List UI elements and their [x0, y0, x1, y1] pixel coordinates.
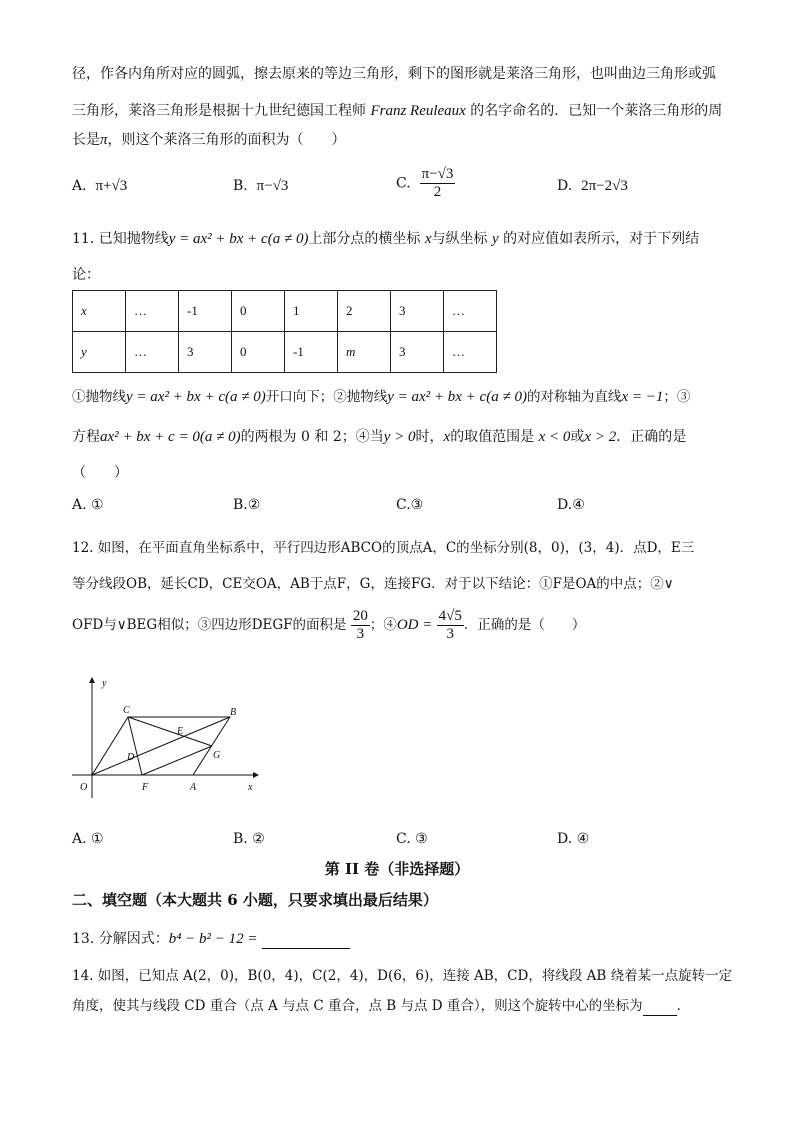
- q10-option-c-fraction: [420, 166, 456, 201]
- q11-line-2: 论：: [72, 267, 100, 283]
- table-cell: …: [126, 291, 179, 332]
- table-cell: 3: [179, 332, 232, 373]
- q11-y-var: y: [492, 231, 499, 247]
- q12-od-label: OD =: [396, 617, 433, 633]
- q11-option-c[interactable]: [396, 495, 423, 515]
- q11-text-c: 与纵坐标: [431, 231, 488, 247]
- q11-s2-b: 的两根为 0 和 2；④当: [240, 429, 384, 445]
- q11-option-b-text: ②: [247, 497, 261, 513]
- q10-option-c-numerator: π−√3: [421, 166, 454, 182]
- q11-s2-e: ．正确的是: [616, 429, 687, 445]
- q11-x-var-2: x: [443, 429, 451, 445]
- q11-table-row-x: [73, 291, 497, 332]
- q10-option-a[interactable]: [72, 176, 127, 196]
- q11-or: 或: [570, 429, 585, 445]
- table-cell: y: [73, 332, 126, 373]
- q12-option-b-label: B.: [233, 831, 248, 847]
- q12-option-d-label: D.: [557, 831, 573, 847]
- q13-text: 13. 分解因式：: [72, 931, 169, 947]
- q11-option-a[interactable]: [72, 495, 104, 515]
- q10-option-a-label: A.: [72, 178, 87, 194]
- q10-option-b[interactable]: [233, 176, 288, 196]
- q10-option-c-label: C.: [396, 175, 411, 192]
- q12-line-3: [72, 603, 585, 647]
- q10-line-3: [72, 130, 346, 150]
- q11-text-d: 的对应值如表所示，对于下列结: [503, 231, 700, 247]
- q12-l3-a: OFD与∨BEG相似；③四边形DEGF的面积是: [72, 617, 347, 633]
- q11-statements-1: [72, 387, 690, 407]
- q10-engineer-name: Franz Reuleaux: [370, 103, 466, 119]
- table-cell: -1: [285, 332, 338, 373]
- table-cell: 3: [391, 332, 444, 373]
- q10-option-d-expr: 2π−2√3: [581, 178, 628, 194]
- segment-fg: [142, 746, 212, 775]
- label-c: C: [123, 705, 130, 716]
- q12-option-b[interactable]: [233, 829, 265, 849]
- table-cell: -1: [179, 291, 232, 332]
- section-2-heading: 二、填空题（本大题共 6 小题，只要求填出最后结果）: [72, 891, 438, 909]
- q12-option-c-label: C.: [396, 831, 411, 847]
- q10-line-2: [72, 101, 722, 121]
- q11-s1-c: 的对称轴为直线: [526, 389, 622, 405]
- diagonal-ob: [92, 717, 230, 775]
- table-cell: 1: [285, 291, 338, 332]
- q11-option-c-text: ③: [410, 497, 424, 513]
- q10-option-a-expr: π+√3: [95, 178, 128, 194]
- section-2-title: 第 II 卷（非选择题）: [324, 860, 470, 878]
- q12-option-c[interactable]: [396, 829, 428, 849]
- q11-option-a-label: A.: [72, 497, 87, 513]
- q12-option-d-text: ④: [576, 831, 590, 847]
- q11-range-2: x > 2: [584, 429, 617, 445]
- q10-line-3-text-b: ，则这个莱洛三角形的面积为（ ）: [107, 132, 346, 148]
- q14-end: ．: [676, 998, 691, 1014]
- label-b: B: [230, 707, 237, 718]
- q12-option-c-text: ③: [415, 831, 428, 847]
- q13-expr: b⁴ − b² − 12 =: [168, 931, 258, 947]
- q11-intro: 11. 已知抛物线: [72, 231, 169, 247]
- q11-condition: y > 0: [383, 429, 416, 445]
- q12-od-denominator: 3: [446, 626, 455, 642]
- q10-line-2-text-a: 三角形，莱洛三角形是根据十九世纪德国工程师: [72, 103, 366, 119]
- q10-option-d[interactable]: [557, 176, 628, 196]
- q12-option-d[interactable]: [557, 829, 589, 849]
- q11-s2-c: 时，: [415, 429, 444, 445]
- q11-option-d[interactable]: [557, 495, 585, 515]
- q10-option-d-label: D.: [557, 178, 573, 194]
- label-f: F: [142, 782, 149, 793]
- q11-value-table: [72, 290, 497, 373]
- q10-line-3-text-a: 长是: [72, 132, 100, 148]
- q11-table-row-y: [73, 332, 497, 373]
- q14-line-2: [72, 996, 690, 1016]
- q11-text-b: 上部分点的横坐标: [308, 231, 421, 247]
- label-g: G: [213, 750, 221, 761]
- q11-paren: （ ）: [72, 465, 128, 481]
- q12-area-denominator: 3: [356, 626, 365, 642]
- q11-option-a-text: ①: [91, 497, 104, 513]
- table-cell: …: [444, 291, 497, 332]
- q11-option-c-label: C.: [396, 497, 411, 513]
- q11-line-1: [72, 229, 699, 249]
- q11-option-b[interactable]: [233, 495, 260, 515]
- q12-area-fraction: [351, 608, 370, 643]
- q11-option-b-label: B.: [233, 497, 248, 513]
- table-cell: 0: [232, 291, 285, 332]
- q11-equation: ax² + bx + c = 0(a ≠ 0): [100, 429, 241, 445]
- q13-line: [72, 929, 350, 949]
- q11-s1-b: 开口向下；②抛物线: [265, 389, 388, 405]
- q12-area-numerator: 20: [352, 608, 368, 624]
- q12-od-numerator: 4√5: [438, 608, 462, 624]
- q12-line-1: 12. 如图，在平面直角坐标系中，平行四边形ABCO的顶点A，C的坐标分别(8，0)，(3，4)．点D，E三: [72, 540, 695, 556]
- segment-cf: [128, 717, 142, 775]
- q13-answer-blank[interactable]: [262, 932, 350, 949]
- q10-option-c[interactable]: [396, 166, 455, 201]
- q12-l3-b: ；④: [369, 617, 397, 633]
- segment-cg: [128, 717, 212, 746]
- q12-figure: [70, 672, 270, 800]
- q12-option-a-text: ①: [91, 831, 104, 847]
- q10-option-b-expr: π−√3: [256, 178, 289, 194]
- q11-option-d-label: D.: [557, 497, 573, 513]
- q12-option-a-label: A.: [72, 831, 87, 847]
- q12-option-b-text: ②: [252, 831, 265, 847]
- q11-s1-d: ；③: [663, 389, 691, 405]
- q12-l3-c: ．正确的是（ ）: [463, 617, 586, 633]
- q11-s2-d: 的取值范围是: [450, 429, 535, 445]
- q14-line-2-text: 角度，使其与线段 CD 重合（点 A 与点 C 重合，点 B 与点 D 重合），则这个旋转中心的坐标为: [72, 998, 643, 1014]
- q12-option-a[interactable]: [72, 829, 104, 849]
- q11-s2-a: 方程: [72, 429, 100, 445]
- label-o: O: [80, 782, 88, 793]
- table-cell: m: [338, 332, 391, 373]
- table-cell: 2: [338, 291, 391, 332]
- table-cell: 0: [232, 332, 285, 373]
- label-e: E: [177, 726, 184, 737]
- q14-line-1: 14. 如图，已知点 A(2，0)，B(0，4)，C(2，4)，D(6，6)，连接 AB，CD，将线段 AB 绕着某一点旋转一定: [72, 968, 733, 984]
- table-cell: 3: [391, 291, 444, 332]
- table-cell: …: [126, 332, 179, 373]
- label-y-axis: y: [102, 678, 107, 689]
- table-cell: x: [73, 291, 126, 332]
- q11-option-d-text: ④: [572, 497, 585, 513]
- q11-s1-parabola-2: y = ax² + bx + c(a ≠ 0): [387, 389, 527, 405]
- q11-s1-a: ①抛物线: [72, 389, 126, 405]
- q11-s1-parabola: y = ax² + bx + c(a ≠ 0): [126, 389, 266, 405]
- q10-line-1: 径，作各内角所对应的圆弧，擦去原来的等边三角形，剩下的图形就是莱洛三角形，也叫曲边三角形或弧: [72, 66, 716, 82]
- q10-pi: π: [100, 132, 108, 148]
- q12-od-fraction: [437, 608, 464, 643]
- label-d: D: [127, 752, 135, 763]
- q11-range-1: x < 0: [538, 429, 571, 445]
- table-cell: …: [444, 332, 497, 373]
- q11-axis-expr: x = −1: [621, 389, 664, 405]
- q10-line-2-text-b: 的名字命名的．已知一个莱洛三角形的周: [470, 103, 723, 119]
- q14-answer-blank[interactable]: [643, 999, 677, 1016]
- q11-statements-2: [72, 427, 686, 447]
- label-x-axis: x: [248, 782, 253, 793]
- q10-option-b-label: B.: [233, 178, 248, 194]
- q10-option-c-denominator: 2: [433, 184, 442, 200]
- q11-parabola-expr: y = ax² + bx + c(a ≠ 0): [168, 231, 309, 247]
- q11-x-var: x: [424, 231, 432, 247]
- q12-line-2: 等分线段OB，延长CD，CE交OA，AB于点F，G，连接FG．对于以下结论：①F是OA的中点；②∨: [72, 576, 674, 592]
- label-a: A: [190, 782, 197, 793]
